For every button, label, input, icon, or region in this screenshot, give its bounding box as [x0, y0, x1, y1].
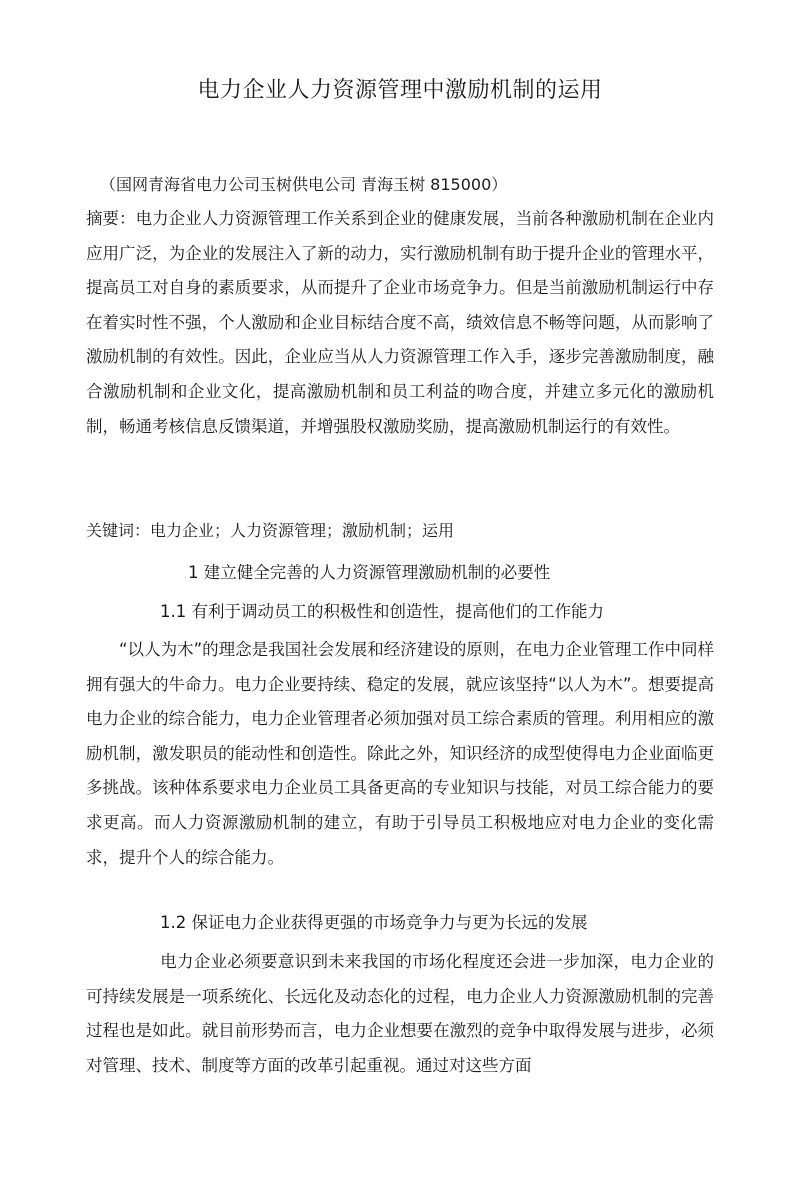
section-1-1-paragraph: “以人为木”的理念是我国社会发展和经济建设的原则，在电力企业管理工作中同样拥有强大的牛命力。电力企业要持续、稳定的发展，就应该坚持“以人为木”。想要提高电力企业的综合能力，电力企业管理者必须加强对员工综合素质的管理。利用相应的激励机制，激发职员的能动性和创造性。除此之外，知识经济的成型使得电力企业面临更多挑战。该种体系要求电力企业员工具备更高的专业知识与技能，对员工综合能力的要求更高。而人力资源激励机制的建立，有助于引导员工积极地应对电力企业的变化需求，提升个人的综合能力。 — [86, 640, 714, 867]
document-title: 电力企业人力资源管理中激励机制的运用 — [197, 78, 603, 103]
abstract-paragraph: 摘要：电力企业人力资源管理工作关系到企业的健康发展，当前各种激励机制在企业内应用广泛，为企业的发展注入了新的动力，实行激励机制有助于提升企业的管理水平，提高员工对自身的素质要求，从而提升了企业市场竞争力。但是当前激励机制运行中存在着实时性不强，个人激励和企业目标结合度不高，绩效信息不畅等问题，从而影响了激励机制的有效性。因此，企业应当从人力资源管理工作入手，逐步完善激励制度，融合激励机制和企业文化，提高激励机制和员工利益的吻合度，并建立多元化的激励机制，畅通考核信息反馈渠道，并增强股权激励奖励，提高激励机制运行的有效性。 — [86, 209, 714, 436]
author-affiliation: （国网青海省电力公司玉树供电公司 青海玉树 815000） — [100, 175, 508, 194]
section-1-2-paragraph: 电力企业必须要意识到未来我国的市场化程度还会进一步加深，电力企业的可持续发展是一项系统化、长远化及动态化的过程，电力企业人力资源激励机制的完善过程也是如此。就目前形势而言，电力企业想要在激烈的竞争中取得发展与进步，必须对管理、技术、制度等方面的改革引起重视。通过对这些方面 — [86, 952, 714, 1075]
section-1-2-heading: 1.2 保证电力企业获得更强的市场竞争力与更为长远的发展 — [160, 913, 588, 932]
keywords-line: 关键词：电力企业；人力资源管理；激励机制；运用 — [86, 521, 455, 540]
section-1-1-heading: 1.1 有利于调动员工的积极性和创造性，提高他们的工作能力 — [160, 602, 604, 621]
section-1-heading: 1 建立健全完善的人力资源管理激励机制的必要性 — [188, 563, 551, 582]
